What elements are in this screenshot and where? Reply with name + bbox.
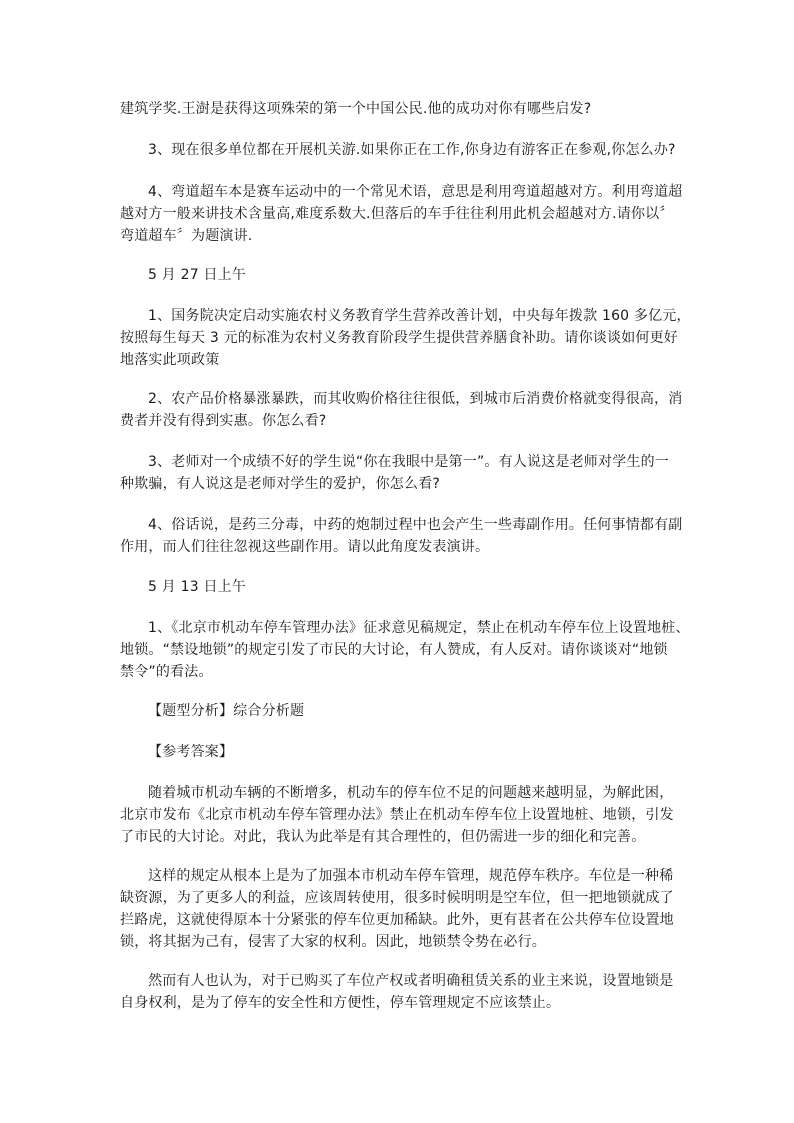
text-line: 自身权利，是为了停车的安全性和方便性，停车管理规定不应该禁止。 — [120, 995, 561, 1011]
text-line: 5 月 13 日上午 — [148, 579, 247, 595]
text-line: 2、农产品价格暴涨暴跌，而其收购价格往往很低，到城市后消费价格就变得很高，消 — [148, 391, 683, 407]
reference-answer-heading — [120, 741, 680, 763]
text-line: 地锁。“禁设地锁”的规定引发了市民的大讨论，有人赞成，有人反对。请你谈谈对“地锁 — [120, 642, 668, 658]
paragraph-wangshu-question — [120, 98, 680, 120]
text-line: 4、俗话说，是药三分毒，中药的炮制过程中也会产生一些毒副作用。任何事情都有副 — [148, 517, 683, 533]
answer-paragraph-2 — [120, 865, 680, 953]
question-1-nutrition — [120, 305, 691, 371]
text-line: 【参考答案】 — [148, 744, 234, 760]
answer-paragraph-1 — [120, 782, 680, 848]
text-line: 3、现在很多单位都在开展机关游.如果你正在工作,你身边有游客正在参观,你怎么办? — [148, 142, 676, 158]
text-line: 然而有人也认为，对于已购买了车位产权或者明确租赁关系的业主来说，设置地锁是 — [148, 973, 674, 989]
text-line: 5 月 27 日上午 — [148, 267, 247, 283]
date-heading-may-27 — [120, 264, 680, 286]
text-line: 拦路虎，这就使得原本十分紧张的停车位更加稀缺。此外，更有甚者在公共停车位设置地 — [120, 912, 674, 928]
text-line: 禁令”的看法。 — [120, 664, 213, 680]
text-line: 建筑学奖.王澍是获得这项殊荣的第一个中国公民.他的成功对你有哪些启发? — [120, 101, 592, 117]
text-line: 北京市发布《北京市机动车停车管理办法》禁止在机动车停车位上设置地桩、地锁，引发 — [120, 807, 674, 823]
text-line: 缺资源，为了更多人的利益，应该周转使用，很多时候明明是空车位，但一把地锁就成了 — [120, 890, 674, 906]
text-line: 了市民的大讨论。对此，我认为此举是有其合理性的，但仍需进一步的细化和完善。 — [120, 829, 646, 845]
question-3-teacher — [120, 451, 680, 495]
text-line: 锁，将其据为己有，侵害了大家的权利。因此，地锁禁令势在必行。 — [120, 934, 546, 950]
text-line: 4、弯道超车本是赛车运动中的一个常见术语，意思是利用弯道超越对方。利用弯道超 — [148, 184, 683, 200]
text-line: 作用，而人们往往忽视这些副作用。请以此角度发表演讲。 — [120, 539, 490, 555]
question-4-medicine — [120, 514, 683, 558]
text-line: 【题型分析】综合分析题 — [148, 703, 305, 719]
text-line: 按照每生每天 3 元的标准为农村义务教育阶段学生提供营养膳食补助。请你谈谈如何更好 — [120, 330, 679, 346]
answer-paragraph-3 — [120, 970, 680, 1014]
question-1-parking-locks — [120, 617, 690, 683]
text-line: 1、国务院决定启动实施农村义务教育学生营养改善计划，中央每年拨款 160 多亿元， — [148, 308, 691, 324]
date-heading-may-13 — [120, 576, 680, 598]
question-3-tourism — [120, 139, 680, 161]
text-line: 地落实此项政策 — [120, 352, 220, 368]
text-line: 1、《北京市机动车停车管理办法》征求意见稿规定，禁止在机动车停车位上设置地桩、 — [148, 620, 690, 636]
question-2-agriculture — [120, 388, 683, 432]
text-line: 费者并没有得到实惠。你怎么看? — [120, 413, 327, 429]
text-line: 3、老师对一个成绩不好的学生说“你在我眼中是第一”。有人说这是老师对学生的一 — [148, 454, 670, 470]
text-line: 弯道超车〞为题演讲. — [120, 228, 253, 244]
text-line: 这样的规定从根本上是为了加强本市机动车停车管理，规范停车秩序。车位是一种稀 — [148, 868, 674, 884]
question-type-analysis — [120, 700, 680, 722]
text-line: 随着城市机动车辆的不断增多，机动车的停车位不足的问题越来越明显，为解此困， — [148, 785, 674, 801]
text-line: 种欺骗，有人说这是老师对学生的爱护，你怎么看? — [120, 476, 441, 492]
question-4-overtaking — [120, 181, 683, 247]
text-line: 越对方一般来讲技术含量高,难度系数大.但落后的车手往往利用此机会超越对方.请你以〞 — [120, 206, 674, 222]
